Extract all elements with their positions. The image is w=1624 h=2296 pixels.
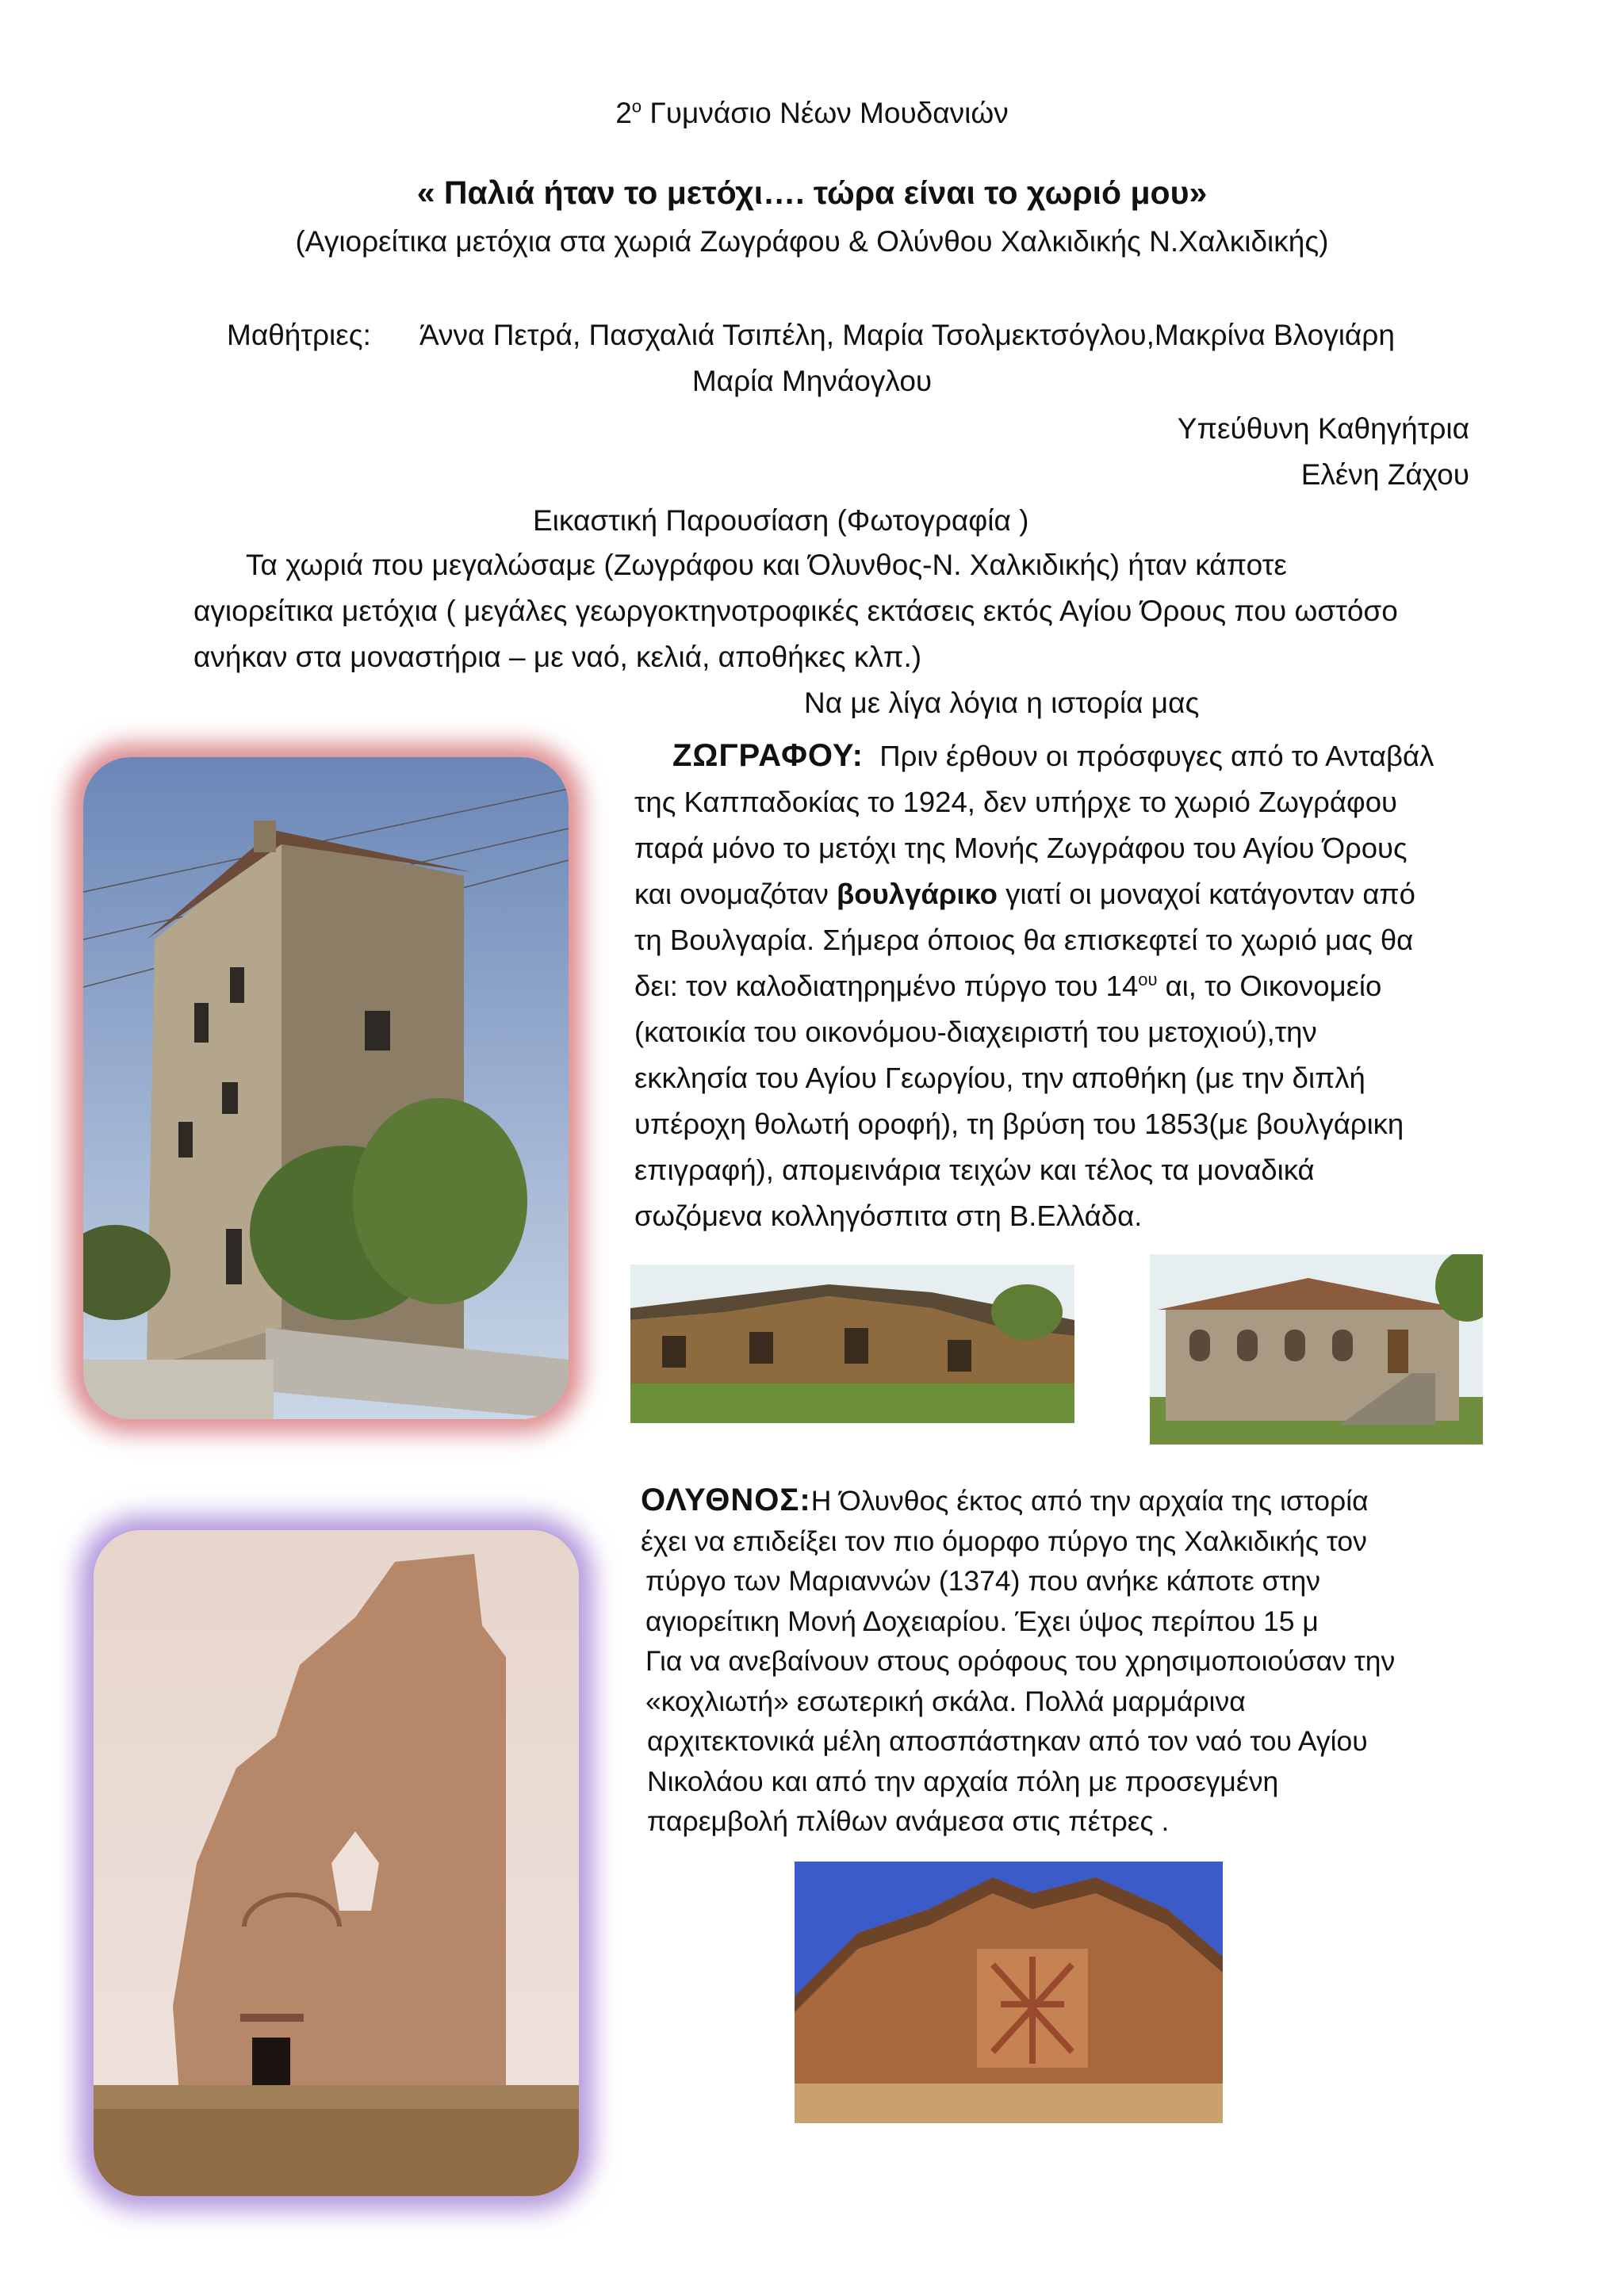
students-line-1: Άννα Πετρά, Πασχαλιά Τσιπέλη, Μαρία Τσολμεκτσόγλου,Μακρίνα Βλογιάρη [419, 319, 1395, 351]
olynthos-line-6: «κοχλιωτή» εσωτερική σκάλα. Πολλά μαρμάρινα [645, 1685, 1246, 1717]
school-name [0, 95, 1624, 132]
brick-detail-photo [795, 1862, 1223, 2123]
intro-line-1: Τα χωριά που μεγαλώσαμε (Ζωγράφου και Όλυνθος-Ν. Χαλκιδικής) ήταν κάποτε [246, 549, 1287, 581]
olynthos-line-4: αγιορείτικη Μονή Δοχειαρίου. Έχει ύψος περίπου 15 μ [645, 1605, 1319, 1637]
students-line-2: Μαρία Μηνάογλου [691, 365, 933, 397]
olynthos-line-7: αρχιτεκτονικά μέλη αποσπάστηκαν από τον ναό του Αγίου [647, 1725, 1368, 1757]
zografou-line-1: ΖΩΓΡΑΦΟΥ: Πριν έρθουν οι πρόσφυγες από το Ανταβάλ [672, 738, 1434, 773]
history-caption: Να με λίγα λόγια η ιστορία μας [804, 687, 1200, 719]
bulgarian-term: βουλγάρικο [836, 878, 998, 910]
zografou-line-9: υπέροχη θολωτή οροφή), τη βρύση του 1853(με βουλγάρικη [634, 1108, 1404, 1140]
olynthos-tower-photo [94, 1530, 579, 2196]
zografou-line-8: εκκλησία του Αγίου Γεωργίου, την αποθήκη (με την διπλή [634, 1062, 1365, 1094]
zografou-line-3: παρά μόνο το μετόχι της Μονής Ζωγράφου του Αγίου Όρους [634, 832, 1408, 864]
intro-line-2: αγιορείτικα μετόχια ( μεγάλες γεωργοκτηνοτροφικές εκτάσεις εκτός Αγίου Όρους που ωστόσο [193, 595, 1398, 627]
zografou-heading: ΖΩΓΡΑΦΟΥ: [672, 738, 864, 773]
school-name-text: Γυμνάσιο Νέων Μουδανιών [649, 97, 1009, 129]
teacher-role: Υπεύθυνη Καθηγήτρια [1177, 412, 1469, 445]
olynthos-line-3: πύργο των Μαριαννών (1374) που ανήκε κάποτε στην [645, 1565, 1320, 1597]
olynthos-line-8: Νικολάου και από την αρχαία πόλη με προσεγμένη [647, 1765, 1279, 1797]
category-label: Εικαστική Παρουσίαση (Φωτογραφία ) [533, 504, 1029, 537]
school-number: 2 [615, 97, 632, 129]
page-subtitle: (Αγιορείτικα μετόχια στα χωριά Ζωγράφου & Ολύνθου Χαλκιδικής Ν.Χαλκιδικής) [295, 225, 1329, 258]
page-title: « Παλιά ήταν το μετόχι…. τώρα είναι το χωριό μου» [416, 174, 1208, 211]
zografou-line-5: τη Βουλγαρία. Σήμερα όποιος θα επισκεφτεί το χωριό μας θα [634, 924, 1414, 956]
zografou-tower-photo [83, 757, 569, 1419]
olynthos-paragraph [641, 1480, 1395, 1842]
oikonomeio-house-photo [1150, 1254, 1483, 1445]
zografou-line-6: δει: τον καλοδιατηρημένο πύργο του $14^{o\upsilon}$ αι, το Οικονομείο [634, 969, 1382, 1002]
olynthos-line-2: έχει να επιδείξει τον πιο όμορφο πύργο της Χαλκιδικής τον [641, 1525, 1367, 1557]
zografou-paragraph [634, 733, 1434, 1239]
teacher-name: Ελένη Ζάχου [1300, 458, 1469, 491]
ruined-houses-photo [630, 1265, 1074, 1423]
olynthos-line-1: ΟΛΥΘΝΟΣ:Η Όλυνθος έκτος από την αρχαία της ιστορία [641, 1483, 1369, 1517]
zografou-line-4: και ονομαζόταν βουλγάρικο γιατί οι μοναχοί κατάγονταν από [634, 878, 1415, 910]
school-number-sup: ο [631, 96, 642, 117]
olynthos-line-9: παρεμβολή πλίθων ανάμεσα στις πέτρες . [647, 1805, 1170, 1837]
intro-line-3: ανήκαν στα μοναστήρια – με ναό, κελιά, αποθήκες κλπ.) [193, 641, 922, 673]
zografou-line-10: επιγραφή), απομεινάρια τειχών και τέλος τα μοναδικά [634, 1154, 1315, 1186]
zografou-line-7: (κατοικία του οικονόμου-διαχειριστή του μετοχιού),την [634, 1016, 1317, 1048]
olynthos-line-5: Για να ανεβαίνουν στους ορόφους του χρησιμοποιούσαν την [645, 1645, 1396, 1677]
students-label: Μαθήτριες: [227, 319, 371, 351]
zografou-line-2: της Καππαδοκίας το 1924, δεν υπήρχε το χωριό Ζωγράφου [634, 786, 1397, 818]
olynthos-heading: ΟΛΥΘΝΟΣ: [641, 1483, 811, 1517]
zografou-line-11: σωζόμενα κολληγόσπιτα στη Β.Ελλάδα. [634, 1200, 1143, 1232]
